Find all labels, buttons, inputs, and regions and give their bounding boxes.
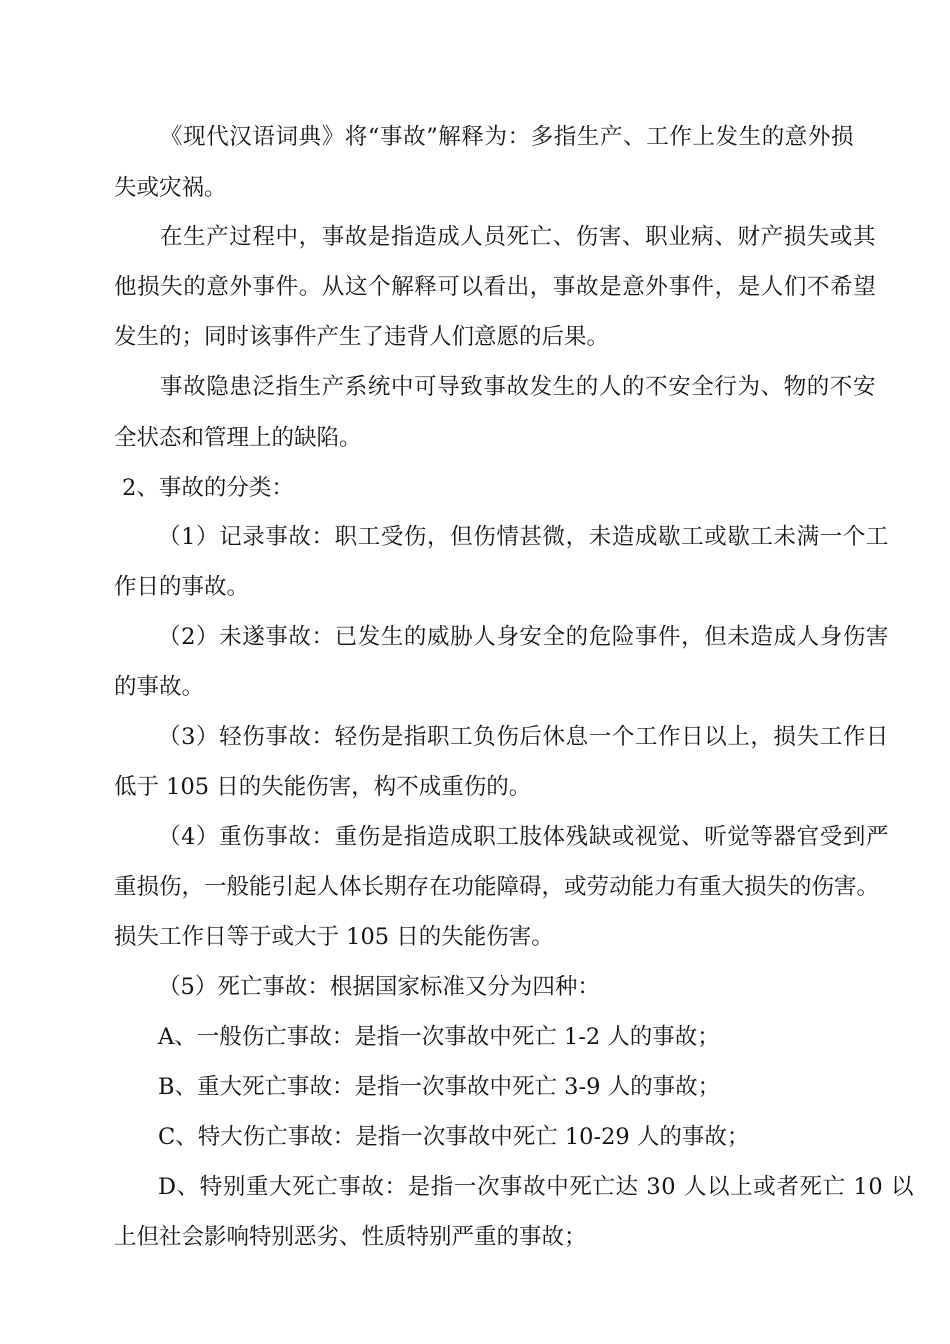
list-item: 上但社会影响特别恶劣、性质特别严重的事故； [114,1224,587,1250]
paragraph-line: 全状态和管理上的缺陷。 [114,425,362,451]
paragraph-line: 低于 105 日的失能伤害，构不成重伤的。 [114,774,532,800]
paragraph-line: （2）未遂事故：已发生的威胁人身安全的危险事件，但未造成人身伤害 [158,624,890,650]
paragraph-line: 《现代汉语词典》将“事故”解释为：多指生产、工作上发生的意外损 [160,124,855,150]
list-item: D、特别重大死亡事故：是指一次事故中死亡达 30 人以上或者死亡 10 以 [158,1174,915,1200]
paragraph-line: 重损伤，一般能引起人体长期存在功能障碍，或劳动能力有重大损失的伤害。 [114,874,880,900]
paragraph-line: 在生产过程中，事故是指造成人员死亡、伤害、职业病、财产损失或其 [160,224,877,250]
section-heading: 2、事故的分类： [122,475,294,501]
paragraph-line: 事故隐患泛指生产系统中可导致事故发生的人的不安全行为、物的不安 [160,374,877,400]
paragraph-line: 的事故。 [114,674,205,700]
paragraph-line: 发生的；同时该事件产生了违背人们意愿的后果。 [114,324,610,350]
paragraph-line: 失或灾祸。 [114,175,227,201]
paragraph-line: 作日的事故。 [114,574,250,600]
paragraph-line: （3）轻伤事故：轻伤是指职工负伤后休息一个工作日以上，损失工作日 [158,724,890,750]
list-item: C、特大伤亡事故：是指一次事故中死亡 10-29 人的事故； [158,1124,750,1150]
paragraph-line: 他损失的意外事件。从这个解释可以看出，事故是意外事件，是人们不希望 [114,274,877,300]
list-item: B、重大死亡事故：是指一次事故中死亡 3-9 人的事故； [158,1074,721,1100]
paragraph-line: 损失工作日等于或大于 105 日的失能伤害。 [114,924,554,950]
paragraph-line: （4）重伤事故：重伤是指造成职工肢体残缺或视觉、听觉等器官受到严 [158,824,890,850]
paragraph-line: （5）死亡事故：根据国家标准又分为四种： [158,974,600,1000]
paragraph-line: （1）记录事故：职工受伤，但伤情甚微，未造成歇工或歇工未满一个工 [158,524,890,550]
list-item: A、一般伤亡事故：是指一次事故中死亡 1-2 人的事故； [158,1024,720,1050]
